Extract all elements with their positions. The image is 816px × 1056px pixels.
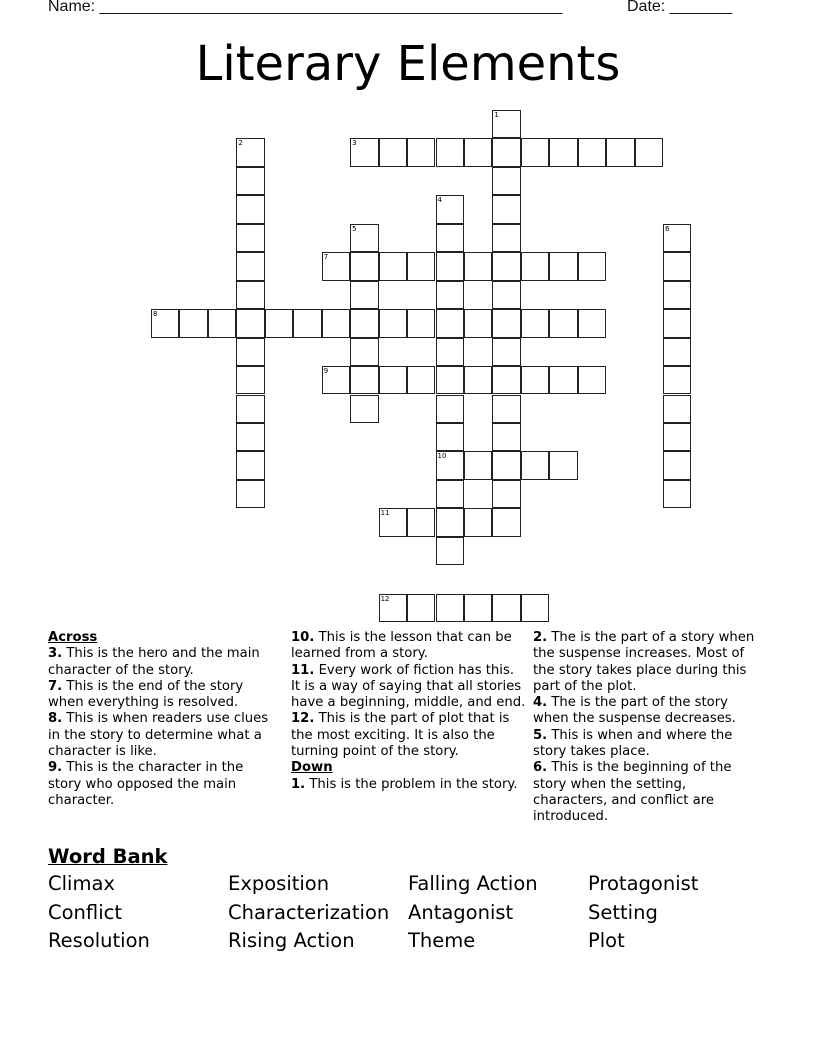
- crossword-cell[interactable]: [464, 309, 492, 337]
- crossword-cell[interactable]: [492, 110, 520, 138]
- crossword-cell[interactable]: [436, 423, 464, 451]
- crossword-cell[interactable]: [436, 138, 464, 166]
- crossword-cell[interactable]: [635, 138, 663, 166]
- crossword-cell[interactable]: [521, 138, 549, 166]
- crossword-cell[interactable]: [407, 252, 435, 280]
- clue: [48, 646, 280, 679]
- clue-text: This is when and where the story takes place.: [533, 727, 733, 760]
- crossword-cell[interactable]: [549, 366, 577, 394]
- clues-column-3: [533, 630, 763, 826]
- crossword-cell[interactable]: [492, 366, 520, 394]
- date-blank[interactable]: _______: [669, 0, 732, 15]
- clue-number: 12.: [291, 711, 315, 727]
- clue-text: The is the part of the story when the suspense decreases.: [533, 695, 736, 727]
- crossword-cell[interactable]: [578, 138, 606, 166]
- clues-column-1: [48, 630, 280, 809]
- crossword-cell[interactable]: [322, 309, 350, 337]
- crossword-cell[interactable]: [492, 451, 520, 479]
- word-bank-title: Word Bank: [48, 845, 168, 868]
- word-bank-word: Theme: [408, 929, 476, 952]
- crossword-cell[interactable]: [663, 281, 691, 309]
- down-heading: Down: [291, 760, 333, 776]
- clue-text: This is the beginning of the story when the setting, characters, and conflict are introduced.: [533, 760, 732, 825]
- crossword-cell[interactable]: [663, 395, 691, 423]
- crossword-cell[interactable]: [521, 252, 549, 280]
- clue-number: 7: [323, 253, 329, 262]
- crossword-cell[interactable]: [436, 508, 464, 536]
- clue-number: 2.: [533, 630, 548, 645]
- clue: [291, 663, 527, 712]
- clue-number: 5: [352, 224, 357, 233]
- crossword-cell[interactable]: [407, 366, 435, 394]
- crossword-cell[interactable]: [663, 423, 691, 451]
- crossword-cell[interactable]: [236, 167, 264, 195]
- down-clue-list-continued: [533, 630, 763, 826]
- clue-text: This is the hero and the main character of the story.: [48, 646, 260, 678]
- crossword-cell[interactable]: [492, 395, 520, 423]
- crossword-cell[interactable]: [663, 366, 691, 394]
- crossword-cell[interactable]: [379, 309, 407, 337]
- crossword-cell[interactable]: [464, 451, 492, 479]
- crossword-cell[interactable]: [663, 451, 691, 479]
- clue-number: 2: [238, 139, 243, 148]
- clue-text: This is the part of plot that is the most exciting. It is also the turning point of the story.: [291, 711, 510, 760]
- crossword-cell[interactable]: [236, 195, 264, 223]
- clue-number: 7.: [48, 678, 63, 694]
- crossword-cell[interactable]: [436, 338, 464, 366]
- clue: [533, 760, 763, 825]
- crossword-cell[interactable]: [407, 309, 435, 337]
- crossword-cell[interactable]: [436, 594, 464, 622]
- clue-number: 11: [380, 509, 390, 518]
- across-clue-list: [48, 646, 280, 809]
- clue-number: 9: [323, 367, 329, 376]
- crossword-cell[interactable]: [236, 395, 264, 423]
- crossword-cell[interactable]: [236, 480, 264, 508]
- crossword-cell[interactable]: [663, 480, 691, 508]
- crossword-cell[interactable]: [464, 138, 492, 166]
- clue-number: 11.: [291, 662, 315, 678]
- word-bank-word: Rising Action: [228, 929, 355, 952]
- crossword-cell[interactable]: [436, 366, 464, 394]
- crossword-cell[interactable]: [236, 281, 264, 309]
- clue-number: 1: [494, 111, 499, 119]
- crossword-cell[interactable]: [492, 224, 520, 252]
- clue-number: 1.: [291, 776, 306, 792]
- crossword-cell[interactable]: [322, 252, 350, 280]
- crossword-cell[interactable]: [663, 309, 691, 337]
- crossword-cell[interactable]: [492, 423, 520, 451]
- crossword-cell[interactable]: [464, 508, 492, 536]
- crossword-cell[interactable]: [293, 309, 321, 337]
- crossword-cell[interactable]: [236, 224, 264, 252]
- crossword-cell[interactable]: [350, 338, 378, 366]
- word-bank-word: Setting: [588, 901, 658, 924]
- crossword-cell[interactable]: [549, 252, 577, 280]
- crossword-cell[interactable]: [436, 480, 464, 508]
- clue: [48, 711, 280, 760]
- crossword-cell[interactable]: [492, 338, 520, 366]
- crossword-cell[interactable]: [578, 309, 606, 337]
- crossword-cell[interactable]: [492, 508, 520, 536]
- crossword-cell[interactable]: [236, 309, 264, 337]
- crossword-cell[interactable]: [464, 366, 492, 394]
- crossword-cell[interactable]: [663, 252, 691, 280]
- clue: [533, 728, 763, 761]
- crossword-cell[interactable]: [492, 252, 520, 280]
- crossword-cell[interactable]: [521, 309, 549, 337]
- crossword-cell[interactable]: [236, 423, 264, 451]
- crossword-cell[interactable]: [350, 366, 378, 394]
- clue: [48, 679, 280, 712]
- clue-text: Every work of fiction has this. It is a way of saying that all stories have a beginning, middle, and end.: [291, 662, 526, 711]
- crossword-cell[interactable]: [521, 451, 549, 479]
- crossword-cell[interactable]: [436, 537, 464, 565]
- crossword-cell[interactable]: [236, 138, 264, 166]
- crossword-cell[interactable]: [549, 138, 577, 166]
- crossword-cell[interactable]: [236, 252, 264, 280]
- clue-number: 3.: [48, 646, 63, 662]
- word-bank-word: Conflict: [48, 901, 122, 924]
- crossword-cell[interactable]: [407, 508, 435, 536]
- clue: [533, 630, 763, 695]
- across-heading: Across: [48, 630, 98, 645]
- crossword-cell[interactable]: [492, 594, 520, 622]
- crossword-cell[interactable]: [350, 224, 378, 252]
- clue-number: 8: [153, 310, 158, 319]
- word-bank-word: Exposition: [228, 872, 330, 895]
- word-bank-word: Resolution: [48, 929, 150, 952]
- crossword-cell[interactable]: [322, 366, 350, 394]
- crossword-cell[interactable]: [350, 395, 378, 423]
- crossword-cell[interactable]: [521, 366, 549, 394]
- word-bank-word: Plot: [588, 929, 625, 952]
- crossword-cell[interactable]: [492, 195, 520, 223]
- clue: [533, 695, 763, 728]
- crossword-cell[interactable]: [606, 138, 634, 166]
- crossword-cell[interactable]: [464, 252, 492, 280]
- clue-number: 8.: [48, 711, 63, 727]
- crossword-cell[interactable]: [436, 224, 464, 252]
- crossword-cell[interactable]: [663, 224, 691, 252]
- clue: [48, 760, 280, 809]
- crossword-cell[interactable]: [578, 252, 606, 280]
- clue-number: 5.: [533, 727, 548, 743]
- clue-number: 9.: [48, 760, 63, 776]
- clue-text: The is the part of a story when the suspense increases. Most of the story takes place during this part of the plot.: [533, 630, 755, 694]
- crossword-cell[interactable]: [492, 138, 520, 166]
- crossword-cell[interactable]: [436, 252, 464, 280]
- down-clue-list: [291, 777, 527, 793]
- crossword-cell[interactable]: [379, 594, 407, 622]
- clue-text: This is when readers use clues in the story to determine what a character is like.: [48, 711, 269, 760]
- crossword-cell[interactable]: [464, 594, 492, 622]
- crossword-cell[interactable]: [549, 451, 577, 479]
- clue-number: 3: [352, 139, 357, 148]
- crossword-cell[interactable]: [236, 451, 264, 479]
- crossword-cell[interactable]: [492, 167, 520, 195]
- crossword-cell[interactable]: [407, 594, 435, 622]
- crossword-cell[interactable]: [407, 138, 435, 166]
- crossword-cell[interactable]: [179, 309, 207, 337]
- page-title: Literary Elements: [195, 36, 621, 92]
- word-bank-word: Climax: [48, 872, 115, 895]
- clue-number: 10: [437, 452, 447, 461]
- crossword-cell[interactable]: [379, 366, 407, 394]
- crossword-cell[interactable]: [265, 309, 293, 337]
- word-bank-word: Antagonist: [408, 901, 514, 924]
- crossword-cell[interactable]: [436, 451, 464, 479]
- crossword-cell[interactable]: [236, 338, 264, 366]
- clue-number: 12: [380, 594, 390, 603]
- clues-column-2: [291, 630, 527, 793]
- word-bank-word: Characterization: [228, 901, 390, 924]
- clue-number: 4: [437, 196, 442, 205]
- crossword-cell[interactable]: [492, 480, 520, 508]
- crossword-cell[interactable]: [379, 252, 407, 280]
- clue-number: 10.: [291, 630, 315, 645]
- clue-number: 6.: [533, 760, 548, 776]
- crossword-cell[interactable]: [492, 281, 520, 309]
- crossword-cell[interactable]: [436, 281, 464, 309]
- clue: [291, 777, 527, 793]
- crossword-cell[interactable]: [436, 395, 464, 423]
- clue-text: This is the end of the story when everything is resolved.: [48, 678, 244, 711]
- clue-text: This is the problem in the story.: [305, 776, 518, 792]
- crossword-cell[interactable]: [379, 508, 407, 536]
- clue-number: 6: [665, 224, 670, 233]
- clue-text: This is the character in the story who opposed the main character.: [48, 760, 244, 808]
- crossword-cell[interactable]: [236, 366, 264, 394]
- crossword-cell[interactable]: [436, 309, 464, 337]
- word-bank-word: Falling Action: [408, 872, 538, 895]
- crossword-cell[interactable]: [521, 594, 549, 622]
- crossword-cell[interactable]: [379, 138, 407, 166]
- crossword-cell[interactable]: [663, 338, 691, 366]
- name-label-text: Name:: [48, 0, 100, 15]
- word-bank-word: Protagonist: [588, 872, 699, 895]
- crossword-cell[interactable]: [350, 309, 378, 337]
- clue-number: 4.: [533, 695, 548, 711]
- crossword-cell[interactable]: [350, 281, 378, 309]
- crossword-cell[interactable]: [151, 309, 179, 337]
- crossword-cell[interactable]: [578, 366, 606, 394]
- crossword-cell[interactable]: [208, 309, 236, 337]
- date-label-text: Date:: [627, 0, 670, 15]
- crossword-cell[interactable]: [549, 309, 577, 337]
- clue-text: This is the lesson that can be learned from a story.: [291, 630, 512, 662]
- name-blank[interactable]: ____________________________________________________: [99, 0, 563, 15]
- crossword-cell[interactable]: [492, 309, 520, 337]
- crossword-cell[interactable]: [436, 195, 464, 223]
- crossword-cell[interactable]: [350, 138, 378, 166]
- crossword-cell[interactable]: [350, 252, 378, 280]
- across-clue-list-continued: [291, 630, 527, 760]
- clue: [291, 630, 527, 663]
- clue: [291, 711, 527, 760]
